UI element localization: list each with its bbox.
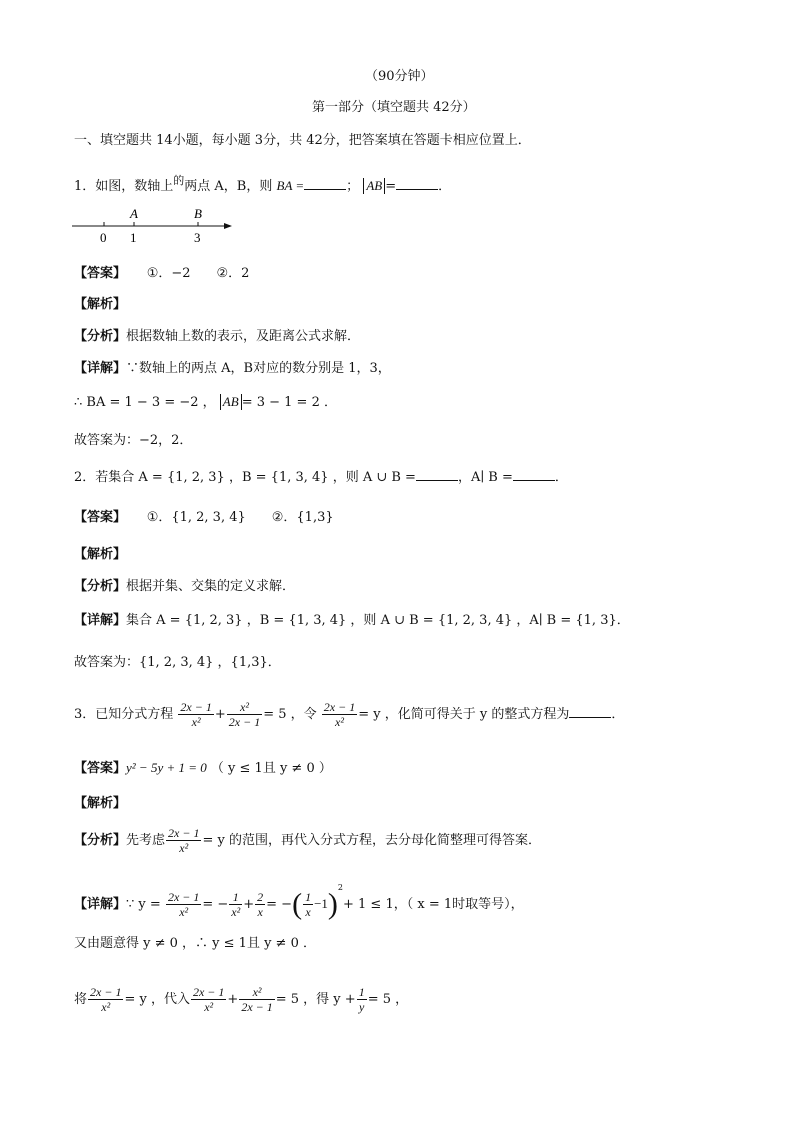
q3-line3-frac-4: $\frac{1}{y}$: [358, 985, 365, 1014]
q3-stem-a: 3．已知分式方程: [74, 707, 174, 722]
q3-plus: +: [214, 707, 226, 722]
q3-frac-1: $\frac{2x - 1}{\text{x²}}$: [180, 700, 212, 729]
q2-stem-b: ，A∣ B =: [457, 470, 513, 485]
q3-fenxi-label: 【分析】: [74, 833, 127, 848]
q1-calc-1: ∴ BA = 1 − 3 = −2 ，: [74, 395, 216, 410]
q1-analysis-label: 【解析】: [74, 297, 127, 312]
q1-ab-eq: =: [385, 179, 397, 194]
q3-detail-frac-2: $\frac{1}{\text{x²}}$: [231, 890, 241, 919]
q1-answer-text: ①．−2 ②．2: [146, 266, 250, 281]
q2-blank-2: [513, 468, 555, 481]
q3-detail-paren-close: ): [327, 887, 338, 921]
q2-answer-text: ①．{1, 2, 3, 4} ②．{1,3}: [146, 510, 334, 525]
q3-line3-c: = 5 ，得 y +: [275, 992, 356, 1007]
section-intro: 一、填空题共 14小题，每小题 3分，共 42分，把答案填在答题卡相应位置上．: [74, 133, 531, 148]
q2-stem-a: 2．若集合 A = {1, 2, 3} ，B = {1, 3, 4} ，则 A ∪ B =: [74, 470, 416, 485]
number-line-arrow-icon: [224, 223, 232, 229]
q3-stem-b: = 5 ，令: [263, 707, 317, 722]
q3-detail-square: 2: [337, 883, 343, 892]
duration: （90分钟）: [365, 69, 434, 84]
q3-end: ．: [611, 707, 625, 722]
q3-line3-frac-1: $\frac{2x - 1}{\text{x²}}$: [90, 985, 122, 1014]
q3-stem: [74, 700, 624, 729]
q3-fenxi-b: = y 的范围，再代入分式方程，去分母化简整理可得答案．: [202, 833, 541, 848]
q1-fenxi: [74, 328, 360, 346]
q3-detail-paren-open: (: [292, 887, 303, 921]
q3-detail-minus-one: −1: [314, 896, 328, 911]
q2-detail-text: 集合 A = {1, 2, 3} ，B = {1, 3, 4} ，则 A ∪ B = {1, 2, 3, 4} ，A∣ B = {1, 3}．: [126, 613, 630, 628]
q1-sep: ；: [346, 179, 360, 194]
tick-label-1: 1: [130, 230, 137, 245]
q1-stem-de: 的: [173, 174, 185, 187]
q3-frac-3: $\frac{2x - 1}{\text{x²}}$: [323, 700, 356, 729]
q2-detail: [74, 612, 630, 630]
number-line: [70, 205, 240, 245]
q2-stem: [74, 468, 568, 487]
q2-detail-label: 【详解】: [74, 613, 127, 628]
q1-detail: [74, 360, 391, 378]
q1-abs-ab: AB: [363, 178, 385, 194]
q3-detail-c: +: [243, 897, 255, 912]
q3-line3-frac-3: $\frac{\text{x²}}{2x - 1}$: [241, 985, 273, 1014]
q3-fenxi-frac: $\frac{2x - 1}{\text{x²}}$: [168, 826, 200, 855]
q1-answer: [74, 265, 249, 283]
q3-line3-d: = 5 ，: [367, 992, 409, 1007]
q3-detail-d: = −: [266, 897, 293, 912]
q2-fenxi-text: 根据并集、交集的定义求解．: [126, 579, 296, 594]
q3-detail-frac-3: $\frac{2}{x}$: [257, 890, 264, 919]
q3-stem-c: = y ，化简可得关于 y 的整式方程为: [358, 707, 570, 722]
q3-analysis-label: 【解析】: [74, 796, 127, 811]
q1-detail-label: 【详解】: [74, 361, 127, 376]
q3-line3-a: 将: [74, 992, 88, 1007]
q3-line3-b: = y ，代入: [124, 992, 190, 1007]
q2-answer-label: 【答案】: [74, 510, 127, 525]
q2-conclusion: 故答案为：{1, 2, 3, 4} ，{1,3}．: [74, 655, 281, 670]
q3-answer-label: 【答案】: [74, 761, 127, 776]
q3-detail-frac-1: $\frac{2x - 1}{\text{x²}}$: [167, 890, 200, 919]
q3-answer-cond: （ y ≤ 1且 y ≠ 0 ）: [210, 761, 332, 776]
q3-detail-label: 【详解】: [74, 897, 127, 912]
q3-line2: 又由题意得 y ≠ 0 ，∴ y ≤ 1且 y ≠ 0 ．: [74, 936, 316, 951]
q1-calc-abs: AB: [220, 394, 242, 410]
q3-line3-plus: +: [227, 992, 239, 1007]
part-title: 第一部分（填空题共 42分）: [312, 100, 476, 115]
q3-line3-frac-2: $\frac{2x - 1}{\text{x²}}$: [192, 985, 225, 1014]
q1-conclusion: 故答案为：−2，2．: [74, 433, 193, 448]
q3-detail-b: = −: [202, 897, 229, 912]
q3-detail-e: + 1 ≤ 1，（ x = 1时取等号），: [343, 897, 524, 912]
q1-stem-a: 1．如图，数轴上: [74, 179, 174, 194]
q3-answer: [74, 759, 332, 778]
q2-end: ．: [554, 470, 568, 485]
q2-analysis-label: 【解析】: [74, 547, 127, 562]
q1-fenxi-label: 【分析】: [74, 329, 127, 344]
point-label-b: B: [194, 206, 202, 221]
q3-detail-a: ∵ y =: [126, 897, 161, 912]
q1-stem-b: 两点 A，B，则: [184, 179, 273, 194]
q1-fenxi-text: 根据数轴上数的表示，及距离公式求解．: [126, 329, 361, 344]
q3-line3: [74, 985, 408, 1014]
q1-detail-text: ∵数轴上的两点 A，B对应的数分别是 1，3，: [126, 361, 391, 376]
q1-stem: [74, 172, 451, 196]
point-label-a: A: [130, 206, 138, 221]
q3-answer-eq: y² − 5y + 1 = 0: [126, 760, 207, 775]
q3-fenxi: [74, 826, 541, 855]
q3-fenxi-a: 先考虑: [126, 833, 166, 848]
q2-fenxi-label: 【分析】: [74, 579, 127, 594]
q1-answer-label: 【答案】: [74, 266, 127, 281]
q1-calc-2: = 3 − 1 = 2 ．: [241, 395, 337, 410]
q3-frac-2: $\frac{\text{x²}}{2x - 1}$: [228, 700, 261, 729]
q3-blank: [569, 705, 611, 718]
q2-answer: [74, 509, 334, 527]
q1-calc: [74, 394, 337, 412]
tick-label-3: 3: [194, 230, 201, 245]
tick-label-0: 0: [100, 230, 107, 245]
q2-blank-1: [416, 468, 458, 481]
q1-end: ．: [438, 179, 452, 194]
q3-detail-frac-4: $\frac{1}{x}$: [305, 890, 312, 919]
q1-ba-eq: BA =: [276, 178, 305, 193]
q3-detail: [74, 879, 524, 919]
q1-blank-2: [396, 177, 438, 190]
q2-fenxi: [74, 578, 295, 596]
q1-blank-1: [304, 177, 346, 190]
